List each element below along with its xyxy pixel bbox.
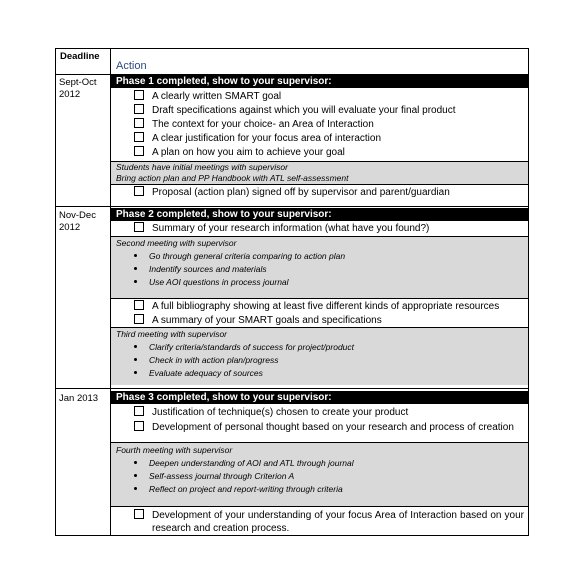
checkbox[interactable]: [134, 90, 144, 100]
checkbox[interactable]: [134, 314, 144, 324]
row-line: [111, 442, 528, 443]
checkbox[interactable]: [134, 104, 144, 114]
row-line: [111, 327, 528, 328]
phase1-item[interactable]: A clearly written SMART goal: [134, 90, 281, 103]
phase1-item[interactable]: A clear justification for your focus area of interaction: [134, 132, 381, 145]
phase1-note-bring: Bring action plan and PP Handbook with ATL self-assessment: [116, 173, 349, 183]
row-line: [56, 388, 528, 389]
row-line: [111, 298, 528, 299]
phase2-bullet3: Evaluate adequacy of sources: [134, 368, 263, 379]
checkbox[interactable]: [134, 186, 144, 196]
checkbox[interactable]: [134, 300, 144, 310]
header-action: Action: [116, 60, 147, 72]
phase3-final-item[interactable]: Development of your understanding of your focus Area of Interaction based on your research and creation process.: [134, 509, 524, 535]
phase1-title: Phase 1 completed, show to your supervisor:: [111, 75, 528, 88]
phase3-bullet: Deepen understanding of AOI and ATL through journal: [134, 458, 354, 469]
phase2-bullet: Go through general criteria comparing to action plan: [134, 251, 345, 262]
phase2-bullet3: Check in with action plan/progress: [134, 355, 278, 366]
phase1-note-meeting: Students have initial meetings with supervisor: [116, 162, 288, 172]
deadline-sept-oct: Sept-Oct: [59, 77, 97, 88]
checkbox[interactable]: [134, 132, 144, 142]
phase2-title: Phase 2 completed, show to your supervisor:: [111, 208, 528, 221]
phase2-summary-item[interactable]: Summary of your research information (what have you found?): [134, 222, 429, 235]
row-line: [111, 184, 528, 185]
phase3-bullet: Self-assess journal through Criterion A: [134, 471, 294, 482]
phase1-item[interactable]: A plan on how you aim to achieve your goal: [134, 146, 345, 159]
deadline-2012-b: 2012: [59, 222, 81, 233]
phase2-item[interactable]: A full bibliography showing at least five different kinds of appropriate resources: [134, 300, 499, 313]
phase3-meeting-label: Fourth meeting with supervisor: [116, 445, 233, 455]
row-line: [111, 506, 528, 507]
deadline-nov-dec: Nov-Dec: [59, 210, 96, 221]
phase3-bullet: Reflect on project and report-writing through criteria: [134, 484, 343, 495]
phase3-item[interactable]: Development of personal thought based on your research and process of creation: [134, 421, 514, 434]
header-deadline: Deadline: [60, 51, 100, 62]
checkbox[interactable]: [134, 222, 144, 232]
phase2-bullet: Use AOI questions in process journal: [134, 277, 289, 288]
deadline-jan-2013: Jan 2013: [59, 393, 99, 404]
phase2-bullet3: Clarify criteria/standards of success for project/product: [134, 342, 354, 353]
phase3-item[interactable]: Justification of technique(s) chosen to create your product: [134, 406, 408, 419]
phase1-item[interactable]: The context for your choice- an Area of Interaction: [134, 118, 374, 131]
phase2-bullet: Indentify sources and materials: [134, 264, 267, 275]
checkbox[interactable]: [134, 146, 144, 156]
phase2-meeting-label: Second meeting with supervisor: [116, 238, 237, 248]
proposal-item[interactable]: Proposal (action plan) signed off by supervisor and parent/guardian: [134, 186, 450, 199]
checkbox[interactable]: [134, 406, 144, 416]
checkbox[interactable]: [134, 421, 144, 431]
checkbox[interactable]: [134, 118, 144, 128]
phase3-title: Phase 3 completed, show to your supervisor:: [111, 391, 528, 404]
row-line: [56, 206, 528, 207]
phase1-item[interactable]: Draft specifications against which you will evaluate your final product: [134, 104, 456, 117]
checkbox[interactable]: [134, 509, 144, 519]
phase2-item[interactable]: A summary of your SMART goals and specifications: [134, 314, 382, 327]
row-line: [111, 236, 528, 237]
deadline-2012-a: 2012: [59, 89, 81, 100]
phase2-meeting3-label: Third meeting with supervisor: [116, 329, 228, 339]
